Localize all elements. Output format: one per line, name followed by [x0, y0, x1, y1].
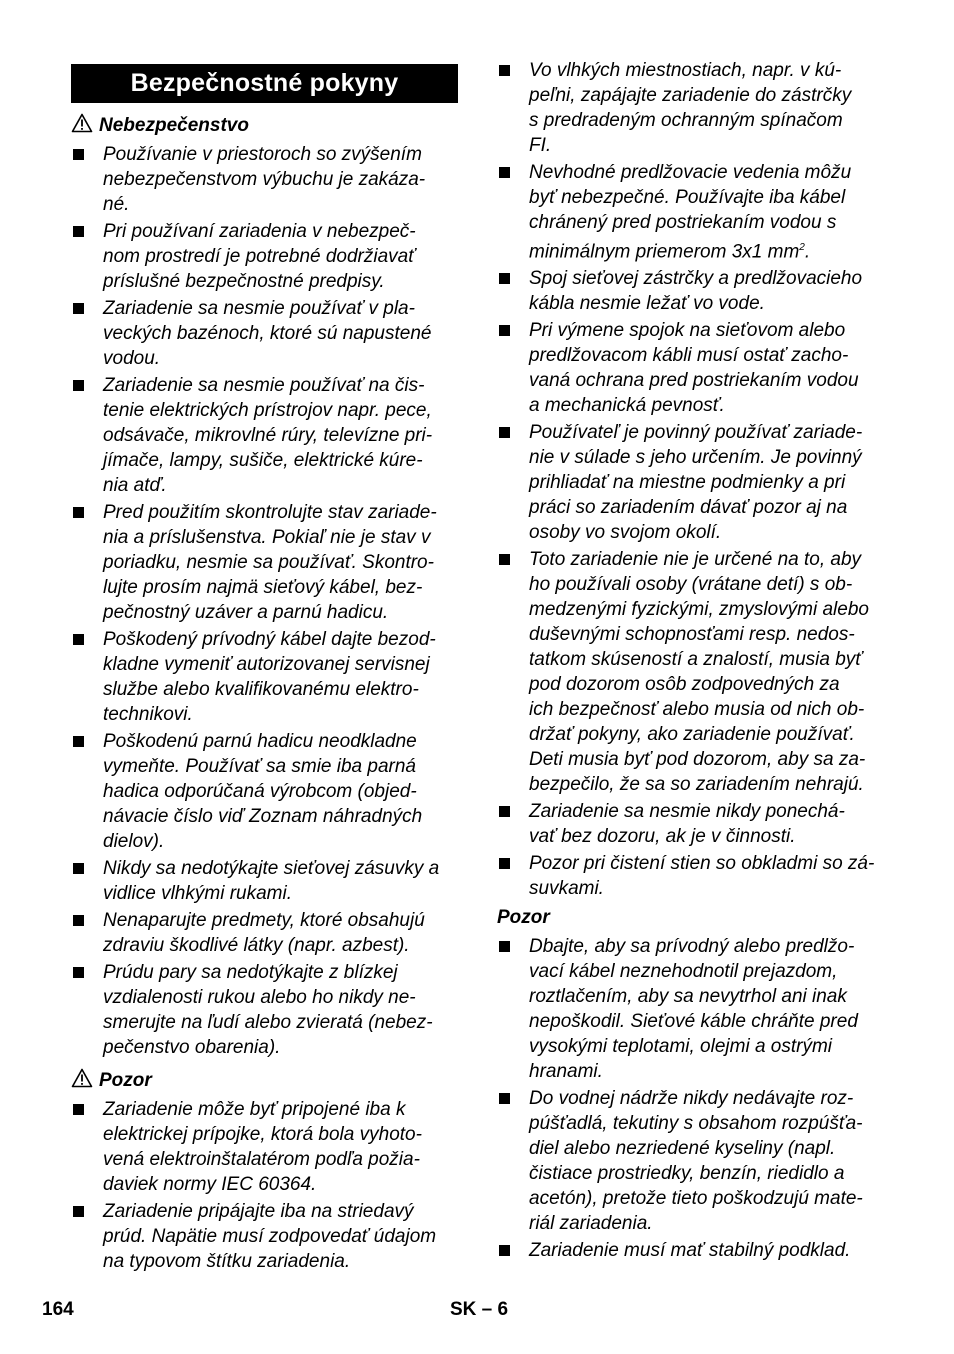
- square-bullet-icon: [499, 325, 510, 336]
- square-bullet-icon: [499, 806, 510, 817]
- list-item-line: lujte prosím najmä sieťový kábel, bez-: [103, 577, 423, 598]
- list-item-line: Prúdu pary sa nedotýkajte z blízkej: [103, 962, 398, 983]
- list-item-line: službe alebo kvalifikovanému elektro-: [103, 679, 419, 700]
- list-item-line: peľni, zapájajte zariadenie do zástrčky: [529, 85, 852, 106]
- section-title: Bezpečnostné pokyny: [71, 64, 458, 103]
- list-item-line: Zariadenie sa nesmie používať v pla-: [103, 298, 415, 319]
- list-item-line: kábla nesmie ležať vo vode.: [529, 293, 765, 315]
- list-item-line: vať bez dozoru, ak je v činnosti.: [529, 826, 796, 848]
- list-item: [497, 851, 889, 901]
- caution-list: [71, 1097, 459, 1274]
- list-item: [71, 627, 459, 727]
- list-item-line: vaná ochrana pred postriekaním vodou: [529, 370, 859, 392]
- list-item-line: Poškodený prívodný kábel dajte bezod-: [103, 629, 436, 650]
- list-item-line: nia atď.: [103, 475, 167, 496]
- list-item: [497, 934, 889, 1084]
- list-item-line: vená elektroinštalatérom podľa požia-: [103, 1149, 420, 1170]
- list-item-line: né.: [103, 194, 130, 215]
- list-item-line: čistiace prostriedky, benzín, riedidlo a: [529, 1163, 845, 1185]
- square-bullet-icon: [73, 380, 84, 391]
- list-item: [497, 547, 889, 797]
- list-item-line: vzdialenosti rukou alebo ho nikdy ne-: [103, 987, 416, 1008]
- list-item-line: príslušné bezpečnostné predpisy.: [103, 271, 385, 292]
- list-item: [71, 373, 459, 498]
- list-item-line: bezpečilo, že sa so zariadením nehrajú.: [529, 774, 864, 796]
- list-item-line: medzenými fyzickými, zmyslovými alebo: [529, 599, 869, 621]
- list-item: [497, 58, 889, 158]
- list-item-line: vymeňte. Používať sa smie iba parná: [103, 756, 416, 777]
- list-item-line: Zariadenie sa nesmie nikdy ponechá-: [529, 801, 845, 823]
- list-item-line: duševnými schopnosťami resp. nedos-: [529, 624, 855, 646]
- list-item-line: technikovi.: [103, 704, 193, 725]
- safety-list-continued: [497, 58, 889, 901]
- list-item: [71, 908, 459, 958]
- list-item: [71, 142, 459, 217]
- list-item: [71, 219, 459, 294]
- list-item: [71, 856, 459, 906]
- square-bullet-icon: [73, 915, 84, 926]
- list-item-line: Spoj sieťovej zástrčky a predlžovacieho: [529, 268, 863, 290]
- list-item-line: FI.: [529, 135, 552, 156]
- square-bullet-icon: [499, 273, 510, 284]
- list-item: [497, 1238, 889, 1263]
- warning-triangle-icon: [71, 1068, 93, 1088]
- list-item-line: s predradeným ochranným spínačom: [529, 110, 843, 131]
- list-item-line: Pri výmene spojok na sieťovom alebo: [529, 320, 846, 342]
- page-number: 164: [42, 1299, 74, 1320]
- list-item-line: suvkami.: [529, 878, 604, 900]
- square-bullet-icon: [499, 941, 510, 952]
- square-bullet-icon: [73, 634, 84, 645]
- list-item-line: prúd. Napätie musí zodpovedať údajom: [103, 1226, 437, 1247]
- list-item-line: poriadku, nesmie sa používať. Skontro-: [103, 552, 434, 573]
- caution-heading: Pozor: [71, 1068, 459, 1093]
- square-bullet-icon: [499, 858, 510, 869]
- square-bullet-icon: [499, 1093, 510, 1104]
- list-item-line: chránený pred postriekaním vodou s: [529, 212, 837, 233]
- square-bullet-icon: [73, 149, 84, 160]
- list-item-line: nia a príslušenstva. Pokiaľ nie je stav v: [103, 527, 431, 548]
- list-item-line: riál zariadenia.: [529, 1213, 653, 1235]
- list-item-line: a mechanická pevnosť.: [529, 395, 725, 417]
- list-item-line: ho používali osoby (vrátane detí) s ob-: [529, 574, 853, 596]
- list-item: [497, 160, 889, 264]
- list-item-line: pod dozorom osôb zodpovedných za: [529, 674, 840, 696]
- list-item-line: nie v súlade s jeho určením. Je povinný: [529, 447, 862, 469]
- list-item-line: Nevhodné predlžovacie vedenia môžu: [529, 162, 852, 183]
- list-item: [71, 960, 459, 1060]
- list-item: [71, 1097, 459, 1197]
- list-item-line: daviek normy IEC 60364.: [103, 1174, 317, 1195]
- list-item-line: Pri používaní zariadenia v nebezpeč-: [103, 221, 416, 242]
- list-item-line: Deti musia byť pod dozorom, aby sa za-: [529, 749, 866, 771]
- list-item-line: Zariadenie musí mať stabilný podklad.: [529, 1240, 851, 1262]
- list-item-line: návacie číslo viď Zoznam náhradných: [103, 806, 423, 827]
- list-item-line: Poškodenú parnú hadicu neodkladne: [103, 731, 417, 752]
- list-item-line: diel alebo nezriedené kyseliny (napl.: [529, 1138, 836, 1160]
- list-item-line: Pred použitím skontrolujte stav zariade-: [103, 502, 437, 523]
- list-item: [497, 318, 889, 418]
- list-item-line: na typovom štítku zariadenia.: [103, 1251, 351, 1272]
- list-item-line: Zariadenie môže byť pripojené iba k: [103, 1099, 406, 1120]
- danger-heading: Nebezpečenstvo: [71, 113, 459, 138]
- list-item-line: Zariadenie pripájajte iba na striedavý: [103, 1201, 414, 1222]
- pozor-list: [497, 934, 889, 1263]
- list-item-line: Vo vlhkých miestnostiach, napr. v kú-: [529, 60, 842, 81]
- square-bullet-icon: [73, 863, 84, 874]
- square-bullet-icon: [73, 736, 84, 747]
- list-item-line: prihliadať na miestne podmienky a pri: [529, 472, 846, 494]
- square-bullet-icon: [499, 554, 510, 565]
- list-item-line: pečenstvo obarenia).: [103, 1037, 281, 1058]
- square-bullet-icon: [73, 507, 84, 518]
- list-item: [71, 500, 459, 625]
- danger-list: [71, 142, 459, 1060]
- list-item: [497, 799, 889, 849]
- list-item-line: kladne vymeniť autorizovanej servisnej: [103, 654, 430, 675]
- list-item-line: práci so zariadením dávať pozor aj na: [529, 497, 848, 519]
- square-bullet-icon: [499, 65, 510, 76]
- list-item-line: Nikdy sa nedotýkajte sieťovej zásuvky a: [103, 858, 440, 879]
- list-item-line: držať pokyny, ako zariadenie používať.: [529, 724, 855, 746]
- list-item: [497, 266, 889, 316]
- list-item-line: Používateľ je povinný používať zariade-: [529, 422, 863, 444]
- list-item-line: Nenaparujte predmety, ktoré obsahujú: [103, 910, 425, 931]
- list-item-line: dielov).: [103, 831, 165, 852]
- list-item-line: vací kábel neznehodnotil prejazdom,: [529, 961, 838, 983]
- list-item-line: nom prostredí je potrebné dodržiavať: [103, 246, 415, 267]
- list-item-line: predlžovacom kábli musí ostať zacho-: [529, 345, 849, 367]
- list-item-line: roztlačením, aby sa nevytrhol ani inak: [529, 986, 847, 1008]
- list-item-line: tenie elektrických prístrojov napr. pece,: [103, 400, 432, 421]
- list-item-line: acetón), pretože tieto poškodzujú mate-: [529, 1188, 863, 1210]
- section-page-label: SK – 6: [450, 1299, 509, 1320]
- list-item-line: vidlice vlhkými rukami.: [103, 883, 292, 904]
- list-item-line: elektrickej prípojke, ktorá bola vyhoto-: [103, 1124, 422, 1145]
- list-item-line: púšťadlá, tekutiny s obsahom rozpúšťa-: [529, 1113, 863, 1135]
- list-item: [497, 1086, 889, 1236]
- list-item-line: vysokými teplotami, olejmi a ostrými: [529, 1036, 833, 1058]
- list-item-line: Do vodnej nádrže nikdy nedávajte roz-: [529, 1088, 854, 1110]
- warning-triangle-icon: [71, 113, 93, 133]
- list-item-line: Používanie v priestoroch so zvýšením: [103, 144, 422, 165]
- list-item: [71, 1199, 459, 1274]
- list-item: [71, 729, 459, 854]
- list-item-line: odsávače, mikrovlné rúry, televízne pri-: [103, 425, 433, 446]
- list-item-line: minimálnym priemerom 3x1 $mm^2$.: [529, 241, 811, 263]
- square-bullet-icon: [499, 427, 510, 438]
- list-item-line: Dbajte, aby sa prívodný alebo predlžo-: [529, 936, 855, 958]
- square-bullet-icon: [73, 226, 84, 237]
- list-item-line: smerujte na ľudí alebo zvieratá (nebez-: [103, 1012, 433, 1033]
- list-item-line: nepoškodil. Sieťové káble chráňte pred: [529, 1011, 858, 1033]
- list-item: [497, 420, 889, 545]
- list-item-line: nebezpečenstvom výbuchu je zakáza-: [103, 169, 426, 190]
- square-bullet-icon: [499, 1245, 510, 1256]
- list-item-line: Pozor pri čistení stien so obkladmi so zá-: [529, 853, 875, 875]
- square-bullet-icon: [73, 1104, 84, 1115]
- list-item-line: hranami.: [529, 1061, 603, 1083]
- list-item-line: pečnostný uzáver a parnú hadicu.: [103, 602, 389, 623]
- square-bullet-icon: [73, 1206, 84, 1217]
- list-item-line: Toto zariadenie nie je určené na to, aby: [529, 549, 862, 571]
- list-item-line: byť nebezpečné. Používajte iba kábel: [529, 187, 846, 208]
- list-item-line: vodou.: [103, 348, 161, 369]
- list-item: [71, 296, 459, 371]
- list-item-line: Zariadenie sa nesmie používať na čis-: [103, 375, 425, 396]
- square-bullet-icon: [73, 967, 84, 978]
- list-item-line: osoby vo svojom okolí.: [529, 522, 722, 544]
- list-item-line: ich bezpečnosť alebo musia od nich ob-: [529, 699, 865, 721]
- square-bullet-icon: [73, 303, 84, 314]
- square-bullet-icon: [499, 167, 510, 178]
- list-item-line: hadica odporúčaná výrobcom (objed-: [103, 781, 417, 802]
- pozor-heading: Pozor: [497, 907, 550, 929]
- list-item-line: zdraviu škodlivé látky (napr. azbest).: [103, 935, 410, 956]
- list-item-line: veckých bazénoch, ktoré sú napustené: [103, 323, 432, 344]
- list-item-line: jímače, lampy, sušiče, elektrické kúre-: [103, 450, 423, 471]
- list-item-line: tatkom skúseností a znalostí, musia byť: [529, 649, 863, 671]
